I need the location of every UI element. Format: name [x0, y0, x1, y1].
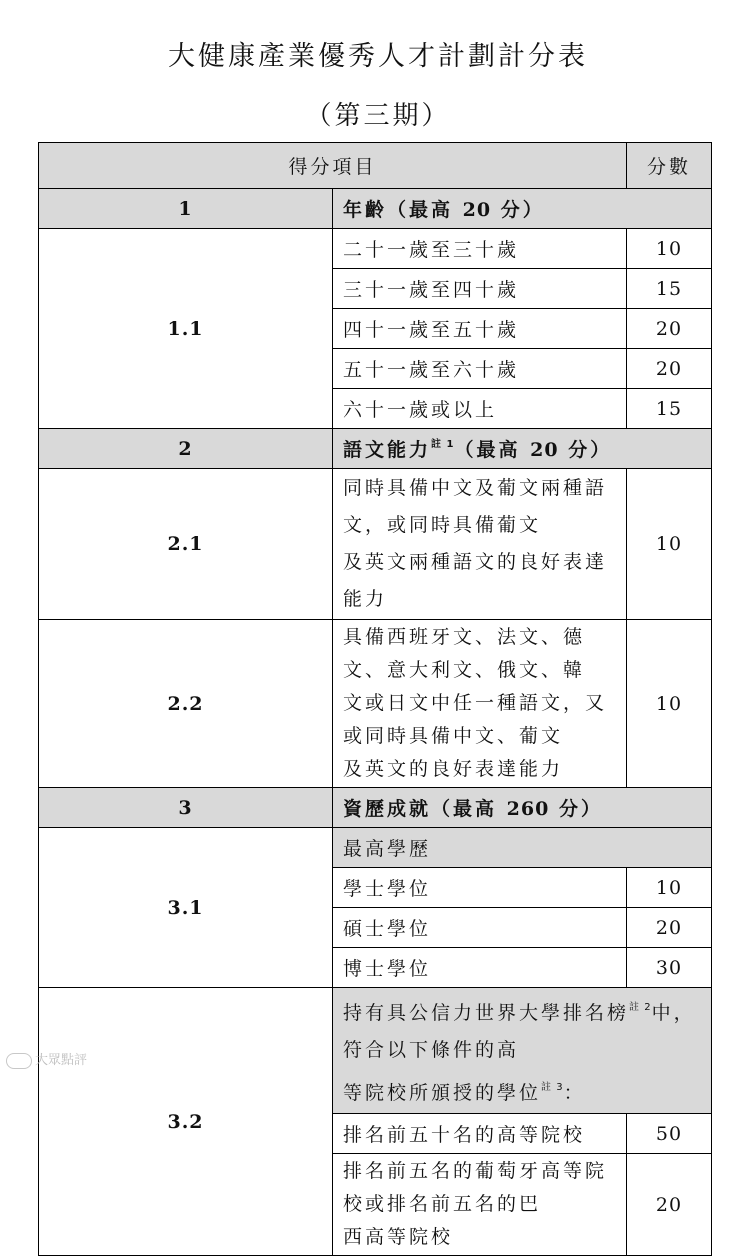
item-score: 20 [627, 349, 712, 389]
section-number: 3 [39, 788, 333, 828]
item-score: 20 [627, 1154, 712, 1256]
item-score: 10 [627, 229, 712, 269]
page-title: 大健康產業優秀人才計劃計分表 [168, 41, 588, 72]
table-row [39, 988, 712, 1114]
item-text: 五十一歲至六十歲 [333, 349, 627, 389]
table-row [39, 828, 712, 868]
page-subtitle: （第三期） [305, 101, 451, 131]
item-score: 20 [627, 309, 712, 349]
table-row [39, 620, 712, 788]
table-row [39, 469, 712, 620]
item-text: 博士學位 [333, 948, 627, 988]
footnote-mark: 註 3 [541, 1082, 564, 1093]
section-number: 2 [39, 429, 333, 469]
section-title: 語文能力$^{註 1}$（最高 20 分） [333, 429, 712, 469]
item-text: 碩士學位 [333, 908, 627, 948]
header-item: 得分項目 [39, 143, 627, 189]
item-text: 三十一歲至四十歲 [333, 269, 627, 309]
item-text: 排名前五名的葡萄牙高等院校或排名前五名的巴 西高等院校 [333, 1154, 627, 1256]
item-score: 10 [627, 868, 712, 908]
item-score: 30 [627, 948, 712, 988]
score-table [38, 142, 712, 1256]
item-score: 50 [627, 1114, 712, 1154]
watermark-logo-icon [6, 1053, 32, 1069]
section-number: 1 [39, 189, 333, 229]
section-title: 年齡（最高 20 分） [333, 189, 712, 229]
item-text: 具備西班牙文、法文、德文、意大利文、俄文、韓 文或日文中任一種語文，又或同時具備中文、葡文 及英文的良好表達能力 [333, 620, 627, 788]
table-row [39, 229, 712, 269]
watermark: 大眾點評 [6, 1049, 87, 1069]
item-text: 排名前五十名的高等院校 [333, 1114, 627, 1154]
footnote-mark: 註 2 [629, 1002, 652, 1013]
item-score: 20 [627, 908, 712, 948]
section-row-age [39, 189, 712, 229]
item-text: 四十一歲至五十歲 [333, 309, 627, 349]
item-score: 15 [627, 269, 712, 309]
sub-header: 最高學歷 [333, 828, 712, 868]
section-title: 資歷成就（最高 260 分） [333, 788, 712, 828]
item-number: 2.2 [39, 620, 333, 788]
sub-header: 持有具公信力世界大學排名榜$^{註 2}$中，符合以下條件的高 等院校所頒授的學位$^{註 3}$： [333, 988, 712, 1114]
header-score: 分數 [627, 143, 712, 189]
item-text: 學士學位 [333, 868, 627, 908]
item-number: 3.2 [39, 988, 333, 1256]
item-score: 15 [627, 389, 712, 429]
item-score: 10 [627, 620, 712, 788]
item-score: 10 [627, 469, 712, 620]
table-header-row [39, 143, 712, 189]
item-text: 六十一歲或以上 [333, 389, 627, 429]
item-number: 2.1 [39, 469, 333, 620]
section-row-language [39, 429, 712, 469]
item-number: 1.1 [39, 229, 333, 429]
footnote-mark: 註 1 [431, 439, 455, 450]
section-row-qualifications [39, 788, 712, 828]
item-number: 3.1 [39, 828, 333, 988]
item-text: 同時具備中文及葡文兩種語文，或同時具備葡文 及英文兩種語文的良好表達能力 [333, 469, 627, 620]
item-text: 二十一歲至三十歲 [333, 229, 627, 269]
